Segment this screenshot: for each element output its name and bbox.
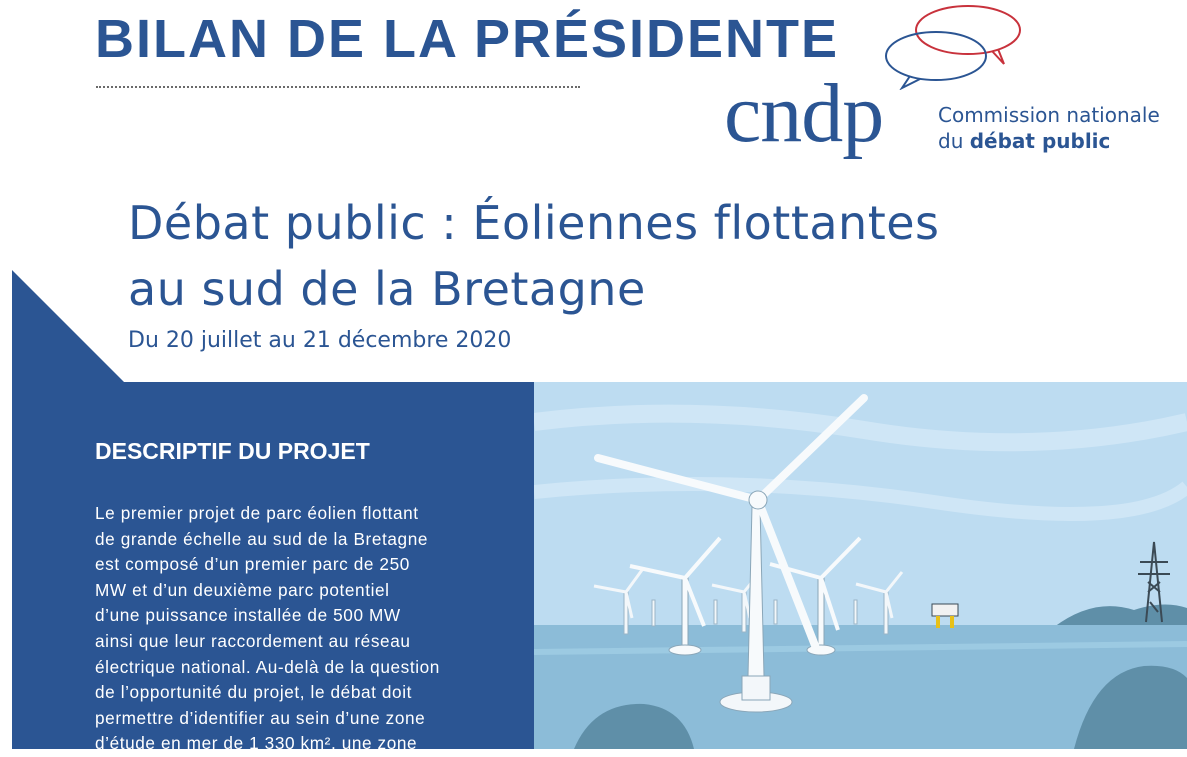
description-line: de l’opportunité du projet, le débat doit bbox=[95, 682, 412, 703]
description-line: ainsi que leur raccordement au réseau bbox=[95, 630, 411, 651]
description-line: de grande échelle au sud de la Bretagne bbox=[95, 528, 429, 549]
description-line: d’une puissance installée de 500 MW bbox=[95, 605, 401, 626]
description-line: électrique national. Au-delà de la question bbox=[95, 656, 440, 677]
logo-caption-line-1: Commission nationale bbox=[938, 103, 1160, 127]
description-line: d’étude en mer de 1 330 km², une zone bbox=[95, 733, 418, 754]
decorative-triangle bbox=[12, 270, 124, 382]
description-line: Le premier projet de parc éolien flottant bbox=[95, 503, 419, 523]
speech-bubbles-icon bbox=[880, 0, 1040, 90]
project-description bbox=[95, 501, 467, 757]
logo-wordmark: cndp bbox=[724, 67, 884, 160]
section-title: DESCRIPTIF DU PROJET bbox=[95, 438, 370, 464]
logo-caption-prefix: du bbox=[938, 129, 970, 153]
document-header-title: BILAN DE LA PRÉSIDENTE bbox=[95, 9, 840, 69]
page-title bbox=[128, 190, 940, 322]
logo-caption-bold: débat public bbox=[969, 129, 1111, 153]
cndp-logo bbox=[720, 0, 1180, 170]
page-title-line-1: Débat public : Éoliennes flottantes bbox=[128, 196, 940, 250]
description-line: est composé d’un premier parc de 250 bbox=[95, 554, 410, 575]
page-title-line-2: au sud de la Bretagne bbox=[128, 262, 646, 316]
description-line: permettre d’identifier au sein d’une zone bbox=[95, 707, 426, 728]
logo-caption-line-2 bbox=[938, 128, 1110, 154]
wind-farm-illustration bbox=[534, 382, 1187, 749]
description-line: MW et d’un deuxième parc potentiel bbox=[95, 579, 390, 600]
debate-dates: Du 20 juillet au 21 décembre 2020 bbox=[128, 328, 512, 353]
header-divider bbox=[96, 86, 580, 88]
